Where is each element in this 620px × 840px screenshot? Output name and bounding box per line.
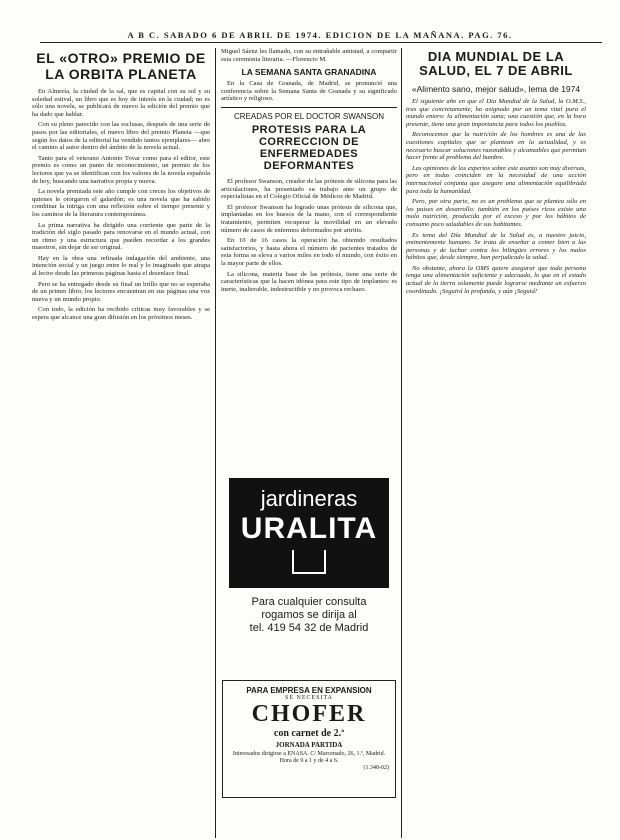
- right-paragraph: Pero, por otra parte, no es un problema que se plantea sólo en los países en desarrollo: también en los países ricos existe una mala nutrición, producida por el exceso y por los hábitos de consumo poco saludables de sus habitantes.: [406, 198, 586, 228]
- chofer-code: (1.348-02): [363, 765, 389, 771]
- ad-contact: [221, 596, 397, 635]
- right-paragraph: Reconocemos que la nutrición de los hombres es una de las cuestiones capitales que se plantean en la actualidad, y es necesario buscar soluciones razonables y alcanzables que permitan hacer frente al problema del hambre.: [406, 131, 586, 162]
- left-paragraph: Tanto para el veterano Antonio Tovar como para el editor, este premio es como un punto de reconocimiento, un premio de los lectores que ya se identifican con los valores de la novela española de hoy, buscando una narrativa propia y nueva.: [32, 154, 210, 185]
- semana-santa-text: En la Casa de Granada, de Madrid, se pronunció una conferencia sobre la Semana Santa de Granada y su significado artístico y religioso.: [221, 80, 397, 103]
- chofer-line-3: con carnet de 2.ª: [273, 728, 345, 739]
- column-rule: [401, 48, 402, 838]
- ad-text-2: rogamos se dirija al: [261, 609, 357, 621]
- left-paragraph: En Almería, la ciudad de la sal, que es capital con su sol y su soledad estival, un libro que es hoy de interés en la ciudad; no es sólo una novela, se publicará de nuevo la edición del premio que ha dado que hablar.: [32, 88, 210, 118]
- protesis-title: PROTESIS PARA LA CORRECCION DE ENFERMEDADES DEFORMANTES: [251, 123, 367, 172]
- chofer-line-4: JORNADA PARTIDA: [275, 741, 343, 749]
- left-paragraph: Con todo, la edición ha recibido críticas muy favorables y se espera que alcance una gran difusión en los próximos meses.: [32, 306, 210, 322]
- uralita-ad-banner: [229, 478, 389, 588]
- column-rule: [215, 48, 216, 838]
- right-paragraph: Es tema del Día Mundial de la Salud es, a nuestro juicio, eminentemente humano. Se trata de enseñar a comer bien a las personas y de luchar contra los bilingües errores y los malos hábitos que, desde siempre, han perjudicado la salud.: [406, 231, 586, 262]
- chofer-line-1: PARA EMPRESA EN EXPANSION: [246, 686, 372, 695]
- ad-name: URALITA: [240, 512, 378, 545]
- middle-paragraph: En 10 de 16 casos la operación ha obtenido resultados satisfactorios, y hasta ahora el número de pacientes tratados de esta forma se eleva a varios miles en todo el mundo, con éxito en la mayor parte de ellos.: [221, 237, 397, 267]
- planter-icon: [292, 550, 326, 574]
- middle-paragraph: El profesor Swanson, creador de las prótesis de silicona para las articulaciones, ha presentado su trabajo ante un grupo de especialistas en el Colegio Oficial de Médicos de Madrid.: [221, 177, 397, 201]
- left-column: [32, 48, 210, 838]
- left-paragraph: La prima narrativa ha dirigido una corriente que parte de la tradición del siglo pasado para renovarse en el mundo actual, con un ritmo y una estructura que pueden recordar a los grandes maestros, sin dejar de ser original.: [32, 221, 210, 252]
- chofer-line-5: Interesados dirigirse a ENASA. C/ Marcenado, 26, 1.º, Madrid. Hora de 9 a 1 y de 4 a 6.: [232, 751, 386, 764]
- middle-paragraph: La silicona, materia base de las prótesis, tiene una serie de características que la hacen idónea para este tipo de implantes: es inerte, inalterable, indestructible y no provoca rechazo.: [221, 270, 397, 293]
- left-paragraph: Pero se ha entregado desde su final un brillo que no se esperaba de un primer libro; los lectores encuentran en sus páginas una voz nueva y un mundo propio.: [32, 280, 210, 303]
- header-rule: [40, 42, 602, 43]
- uralita-ad: [221, 468, 397, 668]
- creadas-subtitle: CREADAS POR EL DOCTOR SWANSON: [234, 111, 384, 121]
- right-article-subtitle: «Alimento sano, mejor salud», lema de 1974: [411, 84, 581, 94]
- left-paragraph: Hay en la obra una refinada indagación del ambiente, una intención social y un juego entre lo real y lo imaginado que atrapa al lector desde las primeras páginas hasta el desenlace final.: [32, 254, 210, 278]
- chofer-ad: [222, 680, 396, 798]
- right-paragraph: No obstante, ahora la OMS quiere asegurar que toda persona tenga una alimentación suficiente y adecuada, lo que en el estado actual de la tierra solamente puede lograrse mediante un esfuerzo coordinado. ¡Seguirá la profunda, y aún ¡Seguid!: [406, 264, 586, 295]
- middle-top-text: Miguel Sáenz les llamado, con su entrañable amistad, a compartir esta ceremonia literaria. —Florencio M.: [221, 48, 397, 63]
- right-article-title: DIA MUNDIAL DE LA SALUD, EL 7 DE ABRIL: [419, 49, 573, 78]
- ad-text-3: tel. 419 54 32 de Madrid: [249, 622, 369, 634]
- left-paragraph: Con su pleno parecido con las esclusas, después de una serie de pasos por las editoriales, el nuevo libro del premio Planeta —que según los datos de la editorial ha vendido tantos ejemplares— abre el camino al autor dentro del ámbito de la novela actual.: [32, 121, 210, 152]
- semana-santa-title: LA SEMANA SANTA GRANADINA: [241, 67, 377, 78]
- left-paragraph: La novela premiada este año cumple con creces los objetivos de quienes le otorgaron el galardón; es una novela que ha sabido combinar la intriga con una reflexión sobre el tiempo presente y los caminos de la literatura contemporánea.: [32, 188, 210, 218]
- ad-brand: jardineras: [260, 486, 358, 511]
- chofer-name: CHOFER: [251, 701, 367, 727]
- right-column: [406, 48, 586, 838]
- left-article-title: EL «OTRO» PREMIO DE LA ORBITA PLANETA: [36, 50, 206, 82]
- right-paragraph: Las opiniones de los expertos sobre este asunto son muy diversas, pero en todas coinciden en la necesidad de una acción internacional conjunta que asegure una alimentación equilibrada para toda la humanidad.: [406, 164, 586, 195]
- middle-paragraph: El profesor Swanson ha logrado unas prótesis de silicona que, implantadas en los huesos de la mano, con el correspondiente tratamiento, permiten recuperar la movilidad en un elevado número de casos de enfermos deformados por artritis.: [221, 203, 397, 234]
- page-header: A B C. SABADO 6 DE ABRIL DE 1974. EDICION DE LA MAÑANA. PAG. 76.: [127, 30, 513, 40]
- section-rule: [221, 107, 397, 108]
- right-paragraph: El siguiente año en que el Día Mundial de la Salud, la O.M.S., tras que concretamente, ha asignado por un tema vital para el mundo entero: la alimentación sana; una cuestión que, en la hora presente, tiene una gran importancia para todos los pueblos.: [406, 98, 586, 128]
- chofer-line-2: SE NECESITA: [284, 695, 334, 701]
- ad-text-1: Para cualquier consulta: [251, 596, 367, 608]
